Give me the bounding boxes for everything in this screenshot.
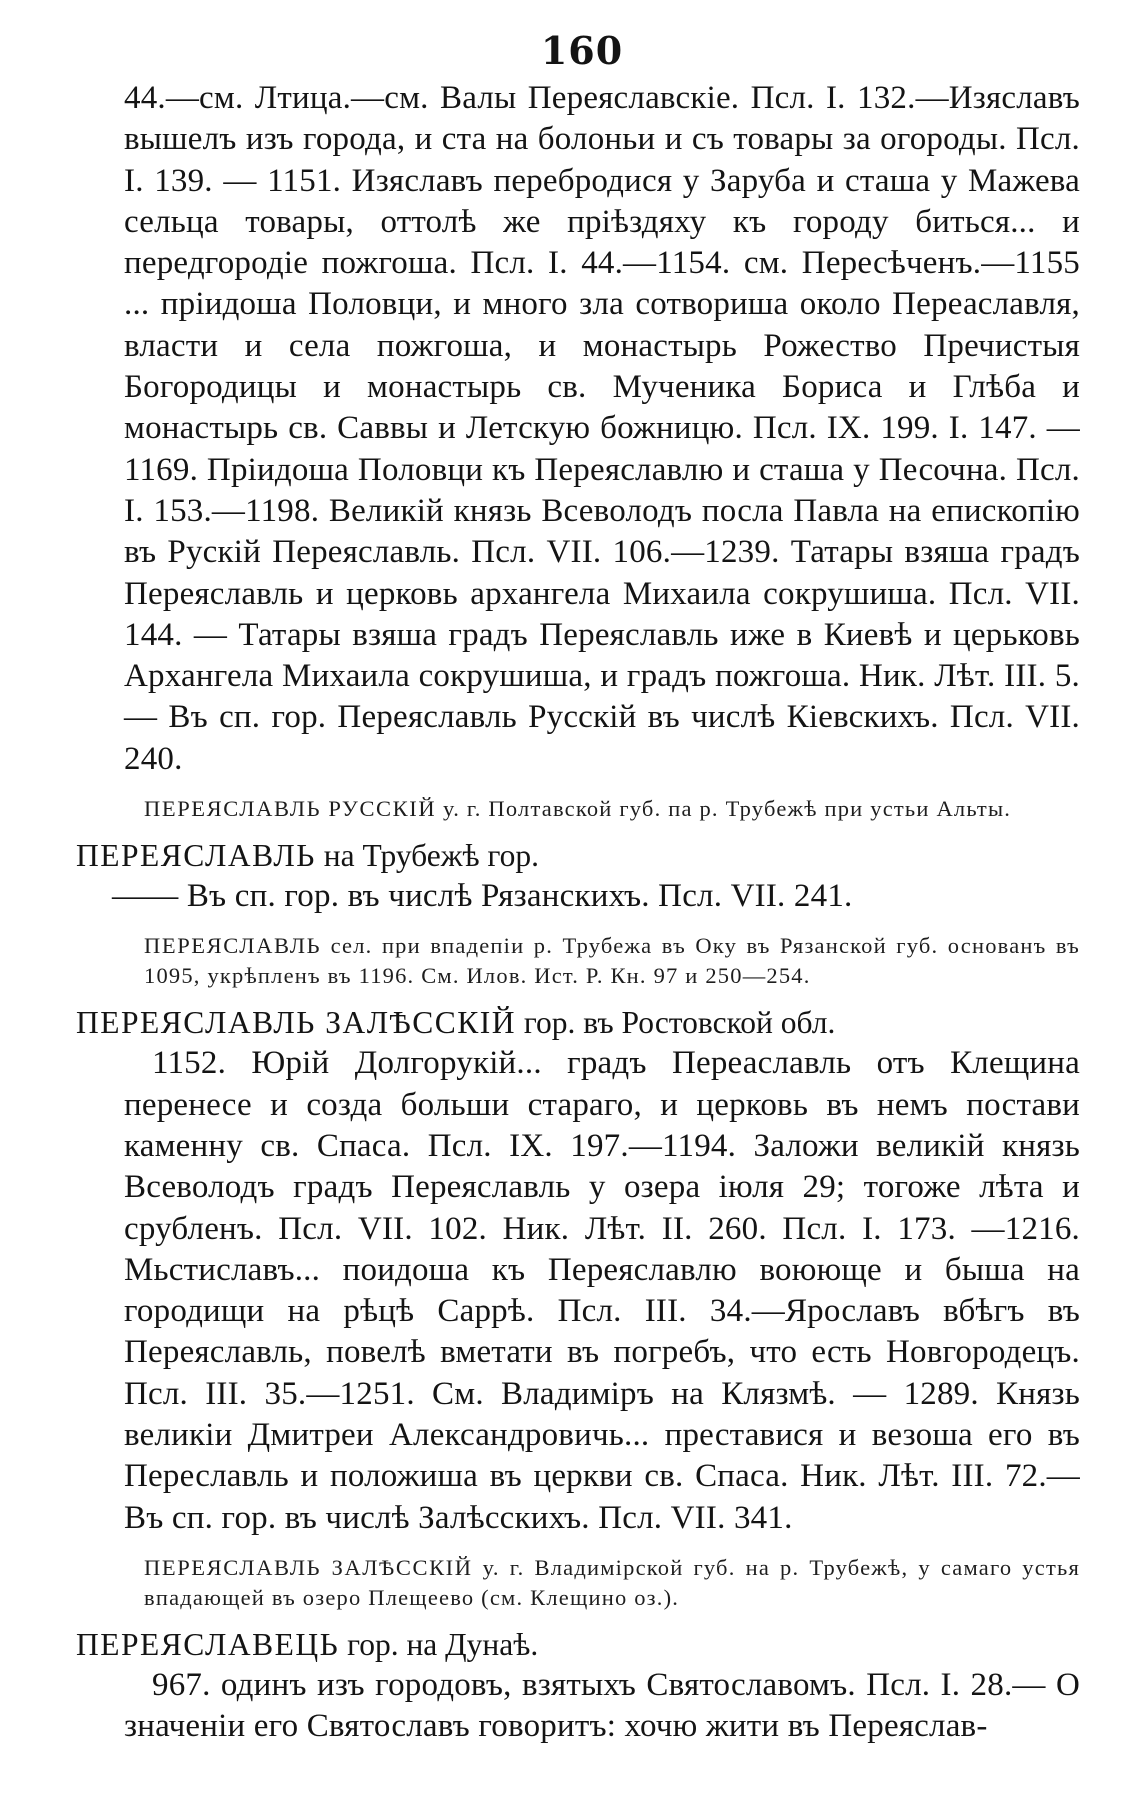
note-pereyaslavl-zalesskiy [144, 1553, 1080, 1613]
note-pereyaslavl-ryazan [144, 931, 1080, 991]
entry-body-pereyaslavl-zalesskiy: 1152. Юрій Долгорукій... градъ Переаславль отъ Клещина перенесе и созда больши стараго, и церковь въ немъ постави каменну св. Спаса. Псл. IX. 197.—1194. Заложи великій князь Всеволодъ градъ Переяславль у озера іюля 29; тогоже лѣта и срубленъ. Псл. VII. 102. Ник. Лѣт. II. 260. Псл. I. 173. —1216. Мьстиславъ... поидоша къ Переяславлю воююще и быша на городищи на рѣцѣ Саррѣ. Псл. III. 34.—Ярославъ вбѣгъ въ Переяславль, повелѣ вметати въ погребъ, что есть Новгородецъ. Псл. III. 35.—1251. См. Владиміръ на Клязмѣ. — 1289. Князь великіи Дмитреи Александровичь... преставися и везоша его въ Переславль и положиша въ церкви св. Спаса. Ник. Лѣт. III. 72.— Въ сп. гор. въ числѣ Залѣсскихъ. Псл. VII. 341. [124, 1045, 1080, 1536]
entry-heading-pereyaslavets [76, 1625, 1080, 1665]
note-lead: ПЕРЕЯСЛАВЛЬ ЗАЛѢССКІЙ [144, 1554, 473, 1580]
note-text: сел. при впадепіи р. Трубежа въ Оку въ Рязанской губ. основанъ въ 1095, укрѣпленъ въ 1196. См. Илов. Ист. Р. Кн. 97 и 250—254. [144, 933, 1080, 989]
entry-title: ПЕРЕЯСЛАВЛЬ ЗАЛѢССКІЙ [76, 1005, 517, 1041]
entry-subtitle: гор. на Дунаѣ. [339, 1626, 539, 1662]
note-pereyaslavl-russkiy [144, 794, 1080, 824]
entry-heading-pereyaslavl-zalesskiy [76, 1003, 1080, 1043]
intro-paragraph: 44.—см. Лтица.—см. Валы Переяславскіе. Псл. I. 132.—Изяславъ вышелъ изъ города, и ста на болоньи и съ товары за огороды. Псл. I. 139. — 1151. Изяславъ перебродися у Заруба и сташа у Мажева сельца товары, оттолѣ же пріѣздяху къ городу биться... и передгородіе пожгоша. Псл. I. 44.—1154. см. Пересѣченъ.—1155 ... пріидоша Половци, и много зла сотвориша около Переаславля, власти и села пожгоша, и монастырь Рожество Пречистыя Богородицы и монастырь св. Мученика Бориса и Глѣба и монастырь св. Саввы и Летскую божницю. Псл. IX. 199. I. 147. — 1169. Пріидоша Половци къ Переяславлю и сташа у Песочна. Псл. I. 153.—1198. Великій князь Всеволодъ посла Павла на епископію въ Рускій Переяславль. Псл. VII. 106.—1239. Татары взяша градъ Переяславль и церковь архангела Михаила сокрушиша. Псл. VII. 144. — Татары взяша градъ Переяславль иже в Киевѣ и церьковь Архангела Михаила сокрушиша, и градъ пожгоша. Ник. Лѣт. III. 5. — Въ сп. гор. Переяславль Русскій въ числѣ Кіевскихъ. Псл. VII. 240. [124, 80, 1080, 777]
entry-title: ПЕРЕЯСЛАВЕЦЬ [76, 1626, 340, 1662]
entry-body-pereyaslavl-trubezh: —— Въ сп. гор. въ числѣ Рязанскихъ. Псл. VII. 241. [112, 878, 853, 915]
entry-body-pereyaslavets: 967. одинъ изъ городовъ, взятыхъ Святославомъ. Псл. I. 28.— О значеніи его Святославъ говоритъ: хочю жити въ Переяслав- [124, 1666, 1080, 1745]
page-number: 160 [540, 28, 624, 73]
note-lead: ПЕРЕЯСЛАВЛЬ [144, 933, 322, 959]
note-text: у. г. Полтавской губ. па р. Трубежѣ при устьи Альты. [436, 796, 1012, 822]
entry-heading-pereyaslavl-trubezh [76, 836, 1080, 876]
note-lead: ПЕРЕЯСЛАВЛЬ РУССКІЙ [144, 796, 437, 822]
entry-subtitle: гор. въ Ростовской обл. [516, 1005, 836, 1041]
note-text: у. г. Владимірской губ. на р. Трубежѣ, у самаго устья впадающей въ озеро Плещеево (см. Клещино оз.). [144, 1554, 1080, 1610]
entry-subtitle: на Трубежѣ гор. [315, 838, 540, 874]
entry-title: ПЕРЕЯСЛАВЛЬ [76, 838, 316, 874]
